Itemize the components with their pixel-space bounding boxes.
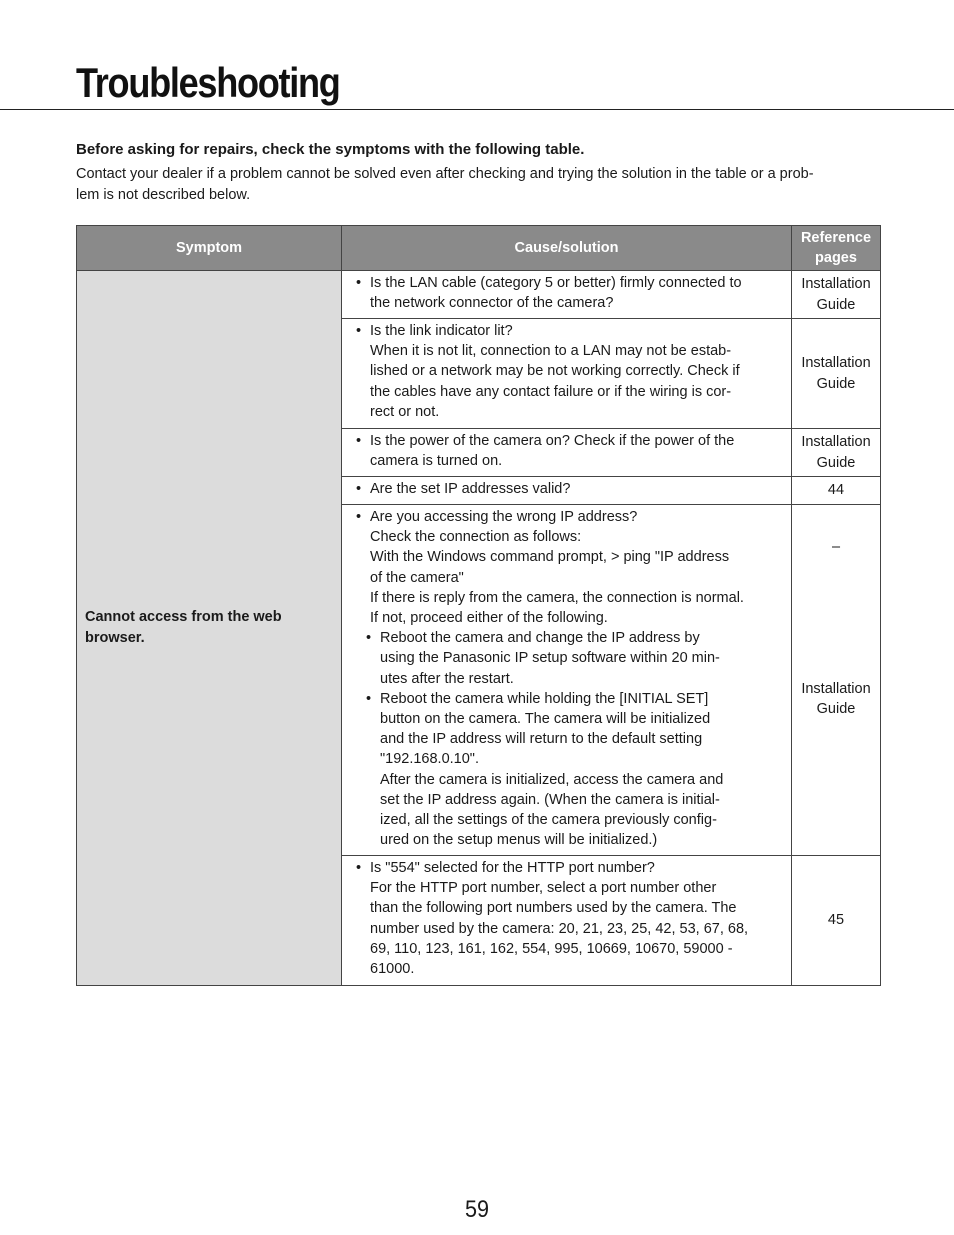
table-row bbox=[77, 271, 881, 319]
cause-line: 61000. bbox=[370, 961, 415, 978]
ref-line: Installation bbox=[801, 355, 871, 372]
lead-text: Before asking for repairs, check the symptoms with the following table. bbox=[76, 141, 585, 158]
cause-bullet bbox=[356, 858, 785, 979]
ref-line: Installation bbox=[801, 681, 871, 698]
cause-cell bbox=[342, 477, 792, 505]
ref-guide bbox=[795, 679, 877, 719]
cause-line: of the camera" bbox=[370, 569, 464, 586]
symptom-line: browser. bbox=[85, 630, 145, 646]
cause-sub-bullet bbox=[356, 628, 785, 689]
cause-line: If there is reply from the camera, the connection is normal. bbox=[370, 589, 744, 606]
cause-line: rect or not. bbox=[370, 403, 440, 420]
ref-line: Guide bbox=[816, 296, 856, 313]
cause-line: number used by the camera: 20, 21, 23, 25, 42, 53, 67, 68, bbox=[370, 920, 749, 937]
cause-line: Is the LAN cable (category 5 or better) firmly connected to bbox=[370, 275, 742, 291]
ref-cell bbox=[792, 429, 881, 477]
cause-line: and the IP address will return to the default setting bbox=[380, 731, 703, 748]
cause-line: If not, proceed either of the following. bbox=[370, 610, 608, 627]
cause-bullet bbox=[356, 273, 785, 313]
cause-sub-bullet bbox=[356, 689, 785, 851]
cause-line: With the Windows command prompt, > ping "IP address bbox=[370, 549, 730, 566]
cause-cell bbox=[342, 319, 792, 429]
cause-bullet bbox=[356, 479, 785, 499]
cause-line: After the camera is initialized, access the camera and bbox=[380, 771, 724, 788]
cause-cell bbox=[342, 505, 792, 856]
cause-line: Is the power of the camera on? Check if the power of the bbox=[370, 433, 735, 449]
ref-cell bbox=[792, 271, 881, 319]
header-reference bbox=[792, 226, 881, 271]
cause-line: ized, all the settings of the camera previously config- bbox=[380, 812, 717, 829]
cause-line: Are the set IP addresses valid? bbox=[370, 481, 571, 497]
cause-line: When it is not lit, connection to a LAN may not be estab- bbox=[370, 343, 732, 360]
cause-line: Reboot the camera and change the IP address by bbox=[380, 630, 700, 647]
cause-line: set the IP address again. (When the camera is initial- bbox=[380, 791, 720, 808]
ref-cell bbox=[792, 319, 881, 429]
symptom-line: Cannot access from the web bbox=[85, 609, 282, 625]
cause-line: Reboot the camera while holding the [INITIAL SET] bbox=[380, 690, 709, 707]
cause-line: using the Panasonic IP setup software within 20 min- bbox=[380, 650, 720, 667]
cause-bullet bbox=[356, 321, 785, 422]
header-ref-line: Reference bbox=[800, 230, 872, 246]
cause-cell bbox=[342, 856, 792, 986]
cause-line: the cables have any contact failure or if the wiring is cor- bbox=[370, 383, 732, 400]
cause-line: lished or a network may be not working correctly. Check if bbox=[370, 363, 740, 380]
header-cause: Cause/solution bbox=[342, 226, 792, 271]
cause-bullet bbox=[356, 507, 785, 628]
symptom-cell bbox=[77, 271, 342, 986]
ref-dash: – bbox=[831, 539, 841, 555]
ref-split bbox=[795, 507, 877, 851]
ref-line: Guide bbox=[816, 701, 856, 718]
cause-line: 69, 110, 123, 161, 162, 554, 995, 10669, 10670, 59000 - bbox=[370, 940, 733, 957]
table-header-row bbox=[77, 226, 881, 271]
intro-text bbox=[76, 164, 882, 205]
cause-line: Is the link indicator lit? bbox=[370, 323, 513, 339]
cause-line: Check the connection as follows: bbox=[370, 529, 582, 546]
page-number: 59 bbox=[464, 1196, 490, 1223]
cause-line: ured on the setup menus will be initialized.) bbox=[380, 832, 658, 849]
cause-line: than the following port numbers used by the camera. The bbox=[370, 900, 737, 917]
cause-cell bbox=[342, 429, 792, 477]
troubleshooting-table bbox=[76, 225, 881, 986]
title-divider bbox=[0, 109, 954, 110]
page-title: Troubleshooting bbox=[76, 59, 340, 106]
cause-line: "192.168.0.10". bbox=[380, 751, 479, 768]
cause-line: utes after the restart. bbox=[380, 670, 514, 687]
intro-line: Contact your dealer if a problem cannot be solved even after checking and trying the solution in the table or a prob- bbox=[76, 166, 814, 182]
cause-line: the network connector of the camera? bbox=[370, 295, 614, 312]
cause-line: Is "554" selected for the HTTP port number? bbox=[370, 860, 655, 876]
ref-line: Guide bbox=[816, 375, 856, 392]
ref-line: Installation bbox=[801, 434, 871, 451]
ref-cell: 45 bbox=[792, 856, 881, 986]
intro-line: lem is not described below. bbox=[76, 186, 251, 203]
ref-line: Installation bbox=[801, 276, 871, 293]
ref-line: Guide bbox=[816, 454, 856, 471]
ref-cell bbox=[792, 505, 881, 856]
cause-line: button on the camera. The camera will be initialized bbox=[380, 711, 711, 728]
cause-line: For the HTTP port number, select a port number other bbox=[370, 880, 717, 897]
header-ref-line: pages bbox=[815, 250, 857, 266]
cause-bullet bbox=[356, 431, 785, 471]
header-symptom: Symptom bbox=[77, 226, 342, 271]
ref-cell: 44 bbox=[792, 477, 881, 505]
cause-cell bbox=[342, 271, 792, 319]
cause-line: camera is turned on. bbox=[370, 453, 503, 470]
cause-line: Are you accessing the wrong IP address? bbox=[370, 509, 638, 525]
